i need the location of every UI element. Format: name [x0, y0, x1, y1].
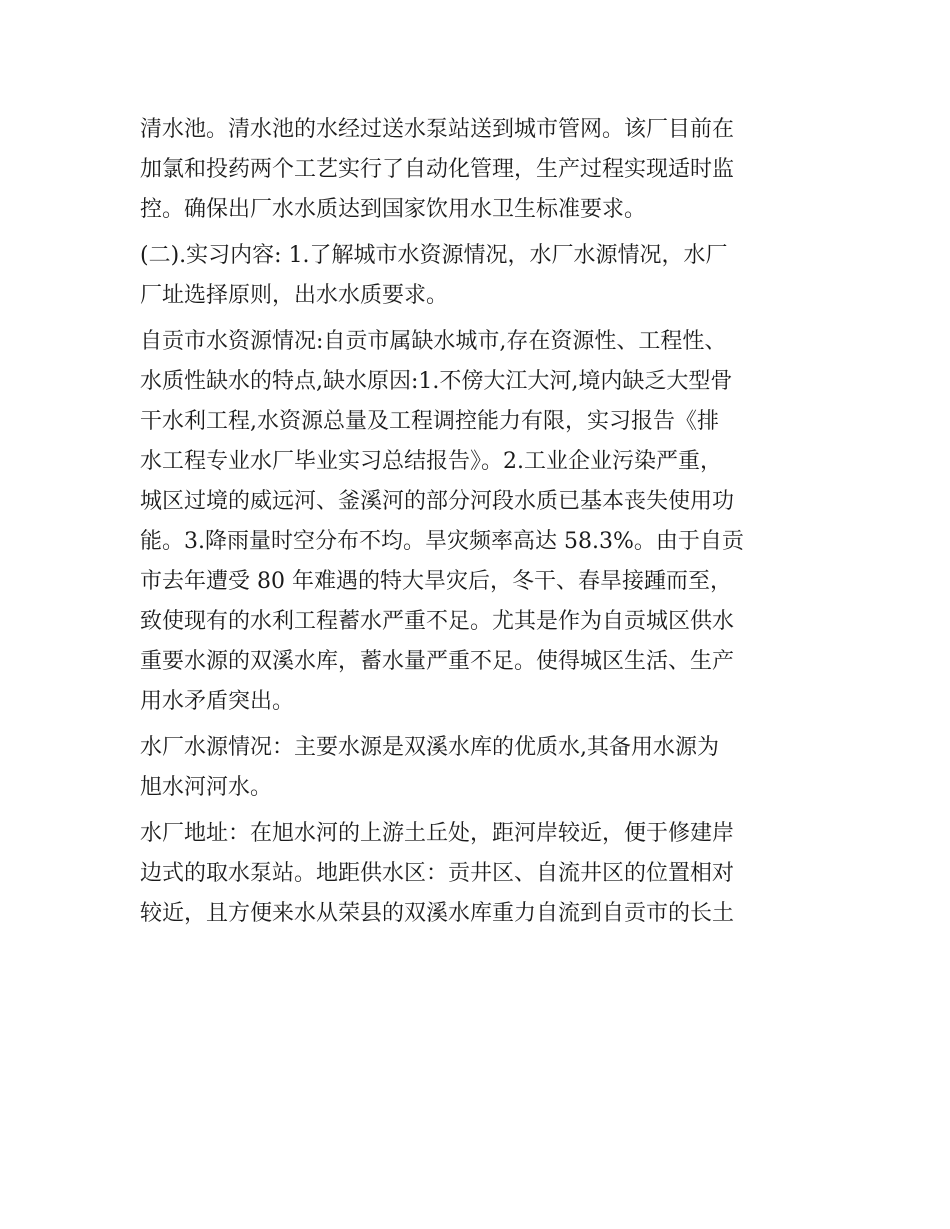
- text-line: (二).实习内容: 1.了解城市水资源情况，水厂水源情况，水厂: [140, 243, 728, 268]
- text-line: 旭水河河水。: [140, 775, 273, 800]
- text-line: 清水池。清水池的水经过送水泵站送到城市管网。该厂目前在: [140, 117, 735, 142]
- text-line: 厂址选择原则，出水水质要求。: [140, 283, 449, 308]
- text-line: 控。确保出厂水水质达到国家饮用水卫生标准要求。: [140, 197, 647, 222]
- text-line: 边式的取水泵站。地距供水区：贡井区、自流井区的位置相对: [140, 861, 735, 886]
- text-line: 重要水源的双溪水库，蓄水量严重不足。使得城区生活、生产: [140, 649, 735, 674]
- text-line: 较近，且方便来水从荣县的双溪水库重力自流到自贡市的长土: [140, 901, 735, 926]
- text-line: 加氯和投药两个工艺实行了自动化管理，生产过程实现适时监: [140, 157, 735, 182]
- text-line: 城区过境的威远河、釜溪河的部分河段水质已基本丧失使用功: [140, 489, 735, 514]
- text-line: 水厂地址：在旭水河的上游土丘处，距河岸较近，便于修建岸: [140, 821, 735, 846]
- document-body: [140, 110, 820, 934]
- text-line: 用水矛盾突出。: [140, 689, 295, 714]
- text-line: 水工程专业水厂毕业实习总结报告》。2.工业企业污染严重，: [140, 449, 722, 474]
- text-line: 自贡市水资源情况:自贡市属缺水城市,存在资源性、工程性、: [140, 329, 727, 354]
- text-line: 水质性缺水的特点,缺水原因:1.不傍大江大河,境内缺乏大型骨: [140, 369, 733, 394]
- text-line: 干水利工程,水资源总量及工程调控能力有限，实习报告《排: [140, 409, 719, 434]
- text-line: 市去年遭受 80 年难遇的特大旱灾后，冬干、春旱接踵而至，: [140, 569, 732, 594]
- text-line: 致使现有的水利工程蓄水严重不足。尤其是作为自贡城区供水: [140, 609, 735, 634]
- text-line: 能。3.降雨量时空分布不均。旱灾频率高达 58.3%。由于自贡: [140, 529, 744, 554]
- text-line: 水厂水源情况：主要水源是双溪水库的优质水,其备用水源为: [140, 735, 719, 760]
